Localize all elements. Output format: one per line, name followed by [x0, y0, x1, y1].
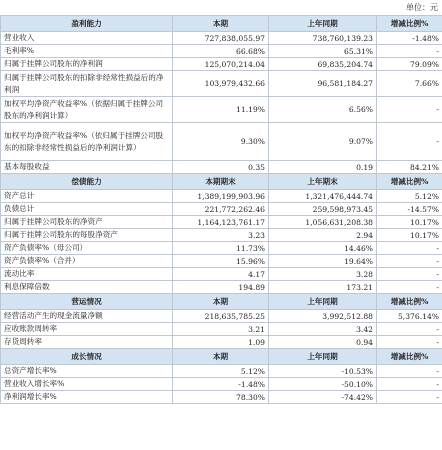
column-header: 上年期末: [269, 174, 377, 190]
row-label: 总资产增长率%: [1, 365, 173, 378]
prior-value: 69,835,204.74: [269, 58, 377, 71]
table-row: [1, 336, 442, 349]
column-header: 本期: [173, 16, 269, 32]
column-header: 盈利能力: [1, 16, 173, 32]
column-header: 上年同期: [269, 294, 377, 310]
prior-value: 96,581,184.27: [269, 71, 377, 97]
current-value: 103,979,432.66: [173, 71, 269, 97]
change-ratio: -: [377, 45, 442, 58]
table-row: [1, 58, 442, 71]
current-value: 9.30%: [173, 123, 269, 161]
current-value: 1.09: [173, 336, 269, 349]
change-ratio: -: [377, 268, 442, 281]
current-value: -1.48%: [173, 378, 269, 391]
prior-value: 3.42: [269, 323, 377, 336]
column-header: 增减比例%: [377, 16, 442, 32]
table-row: [1, 268, 442, 281]
change-ratio: 5,376.14%: [377, 310, 442, 323]
section-header: [1, 174, 442, 190]
current-value: 4.17: [173, 268, 269, 281]
row-label: 资产负债率%（母公司）: [1, 242, 173, 255]
prior-value: 1,056,631,208.38: [269, 216, 377, 229]
row-label: 存货周转率: [1, 336, 173, 349]
financial-indicators-table: [0, 15, 442, 404]
table-row: [1, 190, 442, 203]
section-header: [1, 16, 442, 32]
change-ratio: -: [377, 242, 442, 255]
row-label: 营业收入: [1, 32, 173, 45]
change-ratio: -: [377, 365, 442, 378]
row-label: 资产负债率%（合并）: [1, 255, 173, 268]
column-header: 上年同期: [269, 16, 377, 32]
prior-value: 9.07%: [269, 123, 377, 161]
current-value: 194.89: [173, 281, 269, 294]
row-label: 负债总计: [1, 203, 173, 216]
change-ratio: -: [377, 378, 442, 391]
table-row: [1, 378, 442, 391]
unit-label: 单位：元: [406, 3, 438, 12]
change-ratio: -: [377, 391, 442, 404]
change-ratio: -: [377, 123, 442, 161]
row-label: 应收账款周转率: [1, 323, 173, 336]
table-row: [1, 216, 442, 229]
table-row: [1, 32, 442, 45]
row-label: 归属于挂牌公司股东的每股净资产: [1, 229, 173, 242]
row-label: 净利润增长率%: [1, 391, 173, 404]
change-ratio: -: [377, 255, 442, 268]
current-value: 5.12%: [173, 365, 269, 378]
prior-value: -10.53%: [269, 365, 377, 378]
column-header: 营运情况: [1, 294, 173, 310]
prior-value: 65.31%: [269, 45, 377, 58]
change-ratio: 5.12%: [377, 190, 442, 203]
current-value: 66.68%: [173, 45, 269, 58]
current-value: 218,635,785.25: [173, 310, 269, 323]
table-row: [1, 123, 442, 161]
prior-value: 0.94: [269, 336, 377, 349]
current-value: 125,070,214.04: [173, 58, 269, 71]
current-value: 11.19%: [173, 97, 269, 123]
table-row: [1, 203, 442, 216]
change-ratio: -14.57%: [377, 203, 442, 216]
change-ratio: 84.21%: [377, 161, 442, 174]
row-label: 资产总计: [1, 190, 173, 203]
row-label: 归属于挂牌公司股东的扣除非经常性损益后的净利润: [1, 71, 173, 97]
table-row: [1, 242, 442, 255]
column-header: 本期: [173, 294, 269, 310]
column-header: 成长情况: [1, 349, 173, 365]
section-header: [1, 349, 442, 365]
row-label: 归属于挂牌公司股东的净利润: [1, 58, 173, 71]
current-value: 1,164,123,761.17: [173, 216, 269, 229]
section-header: [1, 294, 442, 310]
row-label: 归属于挂牌公司股东的净资产: [1, 216, 173, 229]
current-value: 221,772,262.46: [173, 203, 269, 216]
table-row: [1, 71, 442, 97]
column-header: 增减比例%: [377, 349, 442, 365]
row-label: 营业收入增长率%: [1, 378, 173, 391]
change-ratio: -: [377, 97, 442, 123]
table-row: [1, 97, 442, 123]
column-header: 本期: [173, 349, 269, 365]
table-row: [1, 161, 442, 174]
table-row: [1, 365, 442, 378]
prior-value: 3.28: [269, 268, 377, 281]
row-label: 经营活动产生的现金流量净额: [1, 310, 173, 323]
column-header: 增减比例%: [377, 294, 442, 310]
prior-value: 6.56%: [269, 97, 377, 123]
column-header: 本期期末: [173, 174, 269, 190]
table-row: [1, 229, 442, 242]
prior-value: 1,321,476,444.74: [269, 190, 377, 203]
row-label: 毛利率%: [1, 45, 173, 58]
column-header: 增减比例%: [377, 174, 442, 190]
change-ratio: -1.48%: [377, 32, 442, 45]
change-ratio: 7.66%: [377, 71, 442, 97]
row-label: 利息保障倍数: [1, 281, 173, 294]
current-value: 78.30%: [173, 391, 269, 404]
change-ratio: -: [377, 336, 442, 349]
prior-value: 738,760,139.23: [269, 32, 377, 45]
table-row: [1, 45, 442, 58]
change-ratio: 79.09%: [377, 58, 442, 71]
current-value: 3.23: [173, 229, 269, 242]
prior-value: 259,598,973.45: [269, 203, 377, 216]
prior-value: 2.94: [269, 229, 377, 242]
change-ratio: -: [377, 281, 442, 294]
current-value: 1,389,199,903.96: [173, 190, 269, 203]
current-value: 0.35: [173, 161, 269, 174]
change-ratio: 10.17%: [377, 216, 442, 229]
row-label: 加权平均净资产收益率%（依据归属于挂牌公司股东的净利润计算）: [1, 97, 173, 123]
row-label: 加权平均净资产收益率%（依归属于挂牌公司股东的扣除非经常性损益后的净利润计算）: [1, 123, 173, 161]
change-ratio: 10.17%: [377, 229, 442, 242]
current-value: 11.73%: [173, 242, 269, 255]
current-value: 15.96%: [173, 255, 269, 268]
table-row: [1, 281, 442, 294]
table-row: [1, 255, 442, 268]
row-label: 基本每股收益: [1, 161, 173, 174]
current-value: 727,838,055.97: [173, 32, 269, 45]
prior-value: 3,992,512.88: [269, 310, 377, 323]
column-header: 上年同期: [269, 349, 377, 365]
table-row: [1, 391, 442, 404]
prior-value: 14.46%: [269, 242, 377, 255]
row-label: 流动比率: [1, 268, 173, 281]
prior-value: 19.64%: [269, 255, 377, 268]
prior-value: 0.19: [269, 161, 377, 174]
column-header: 偿债能力: [1, 174, 173, 190]
current-value: 3.21: [173, 323, 269, 336]
table-row: [1, 310, 442, 323]
table-row: [1, 323, 442, 336]
prior-value: -50.10%: [269, 378, 377, 391]
prior-value: -74.42%: [269, 391, 377, 404]
prior-value: 173.21: [269, 281, 377, 294]
change-ratio: -: [377, 323, 442, 336]
